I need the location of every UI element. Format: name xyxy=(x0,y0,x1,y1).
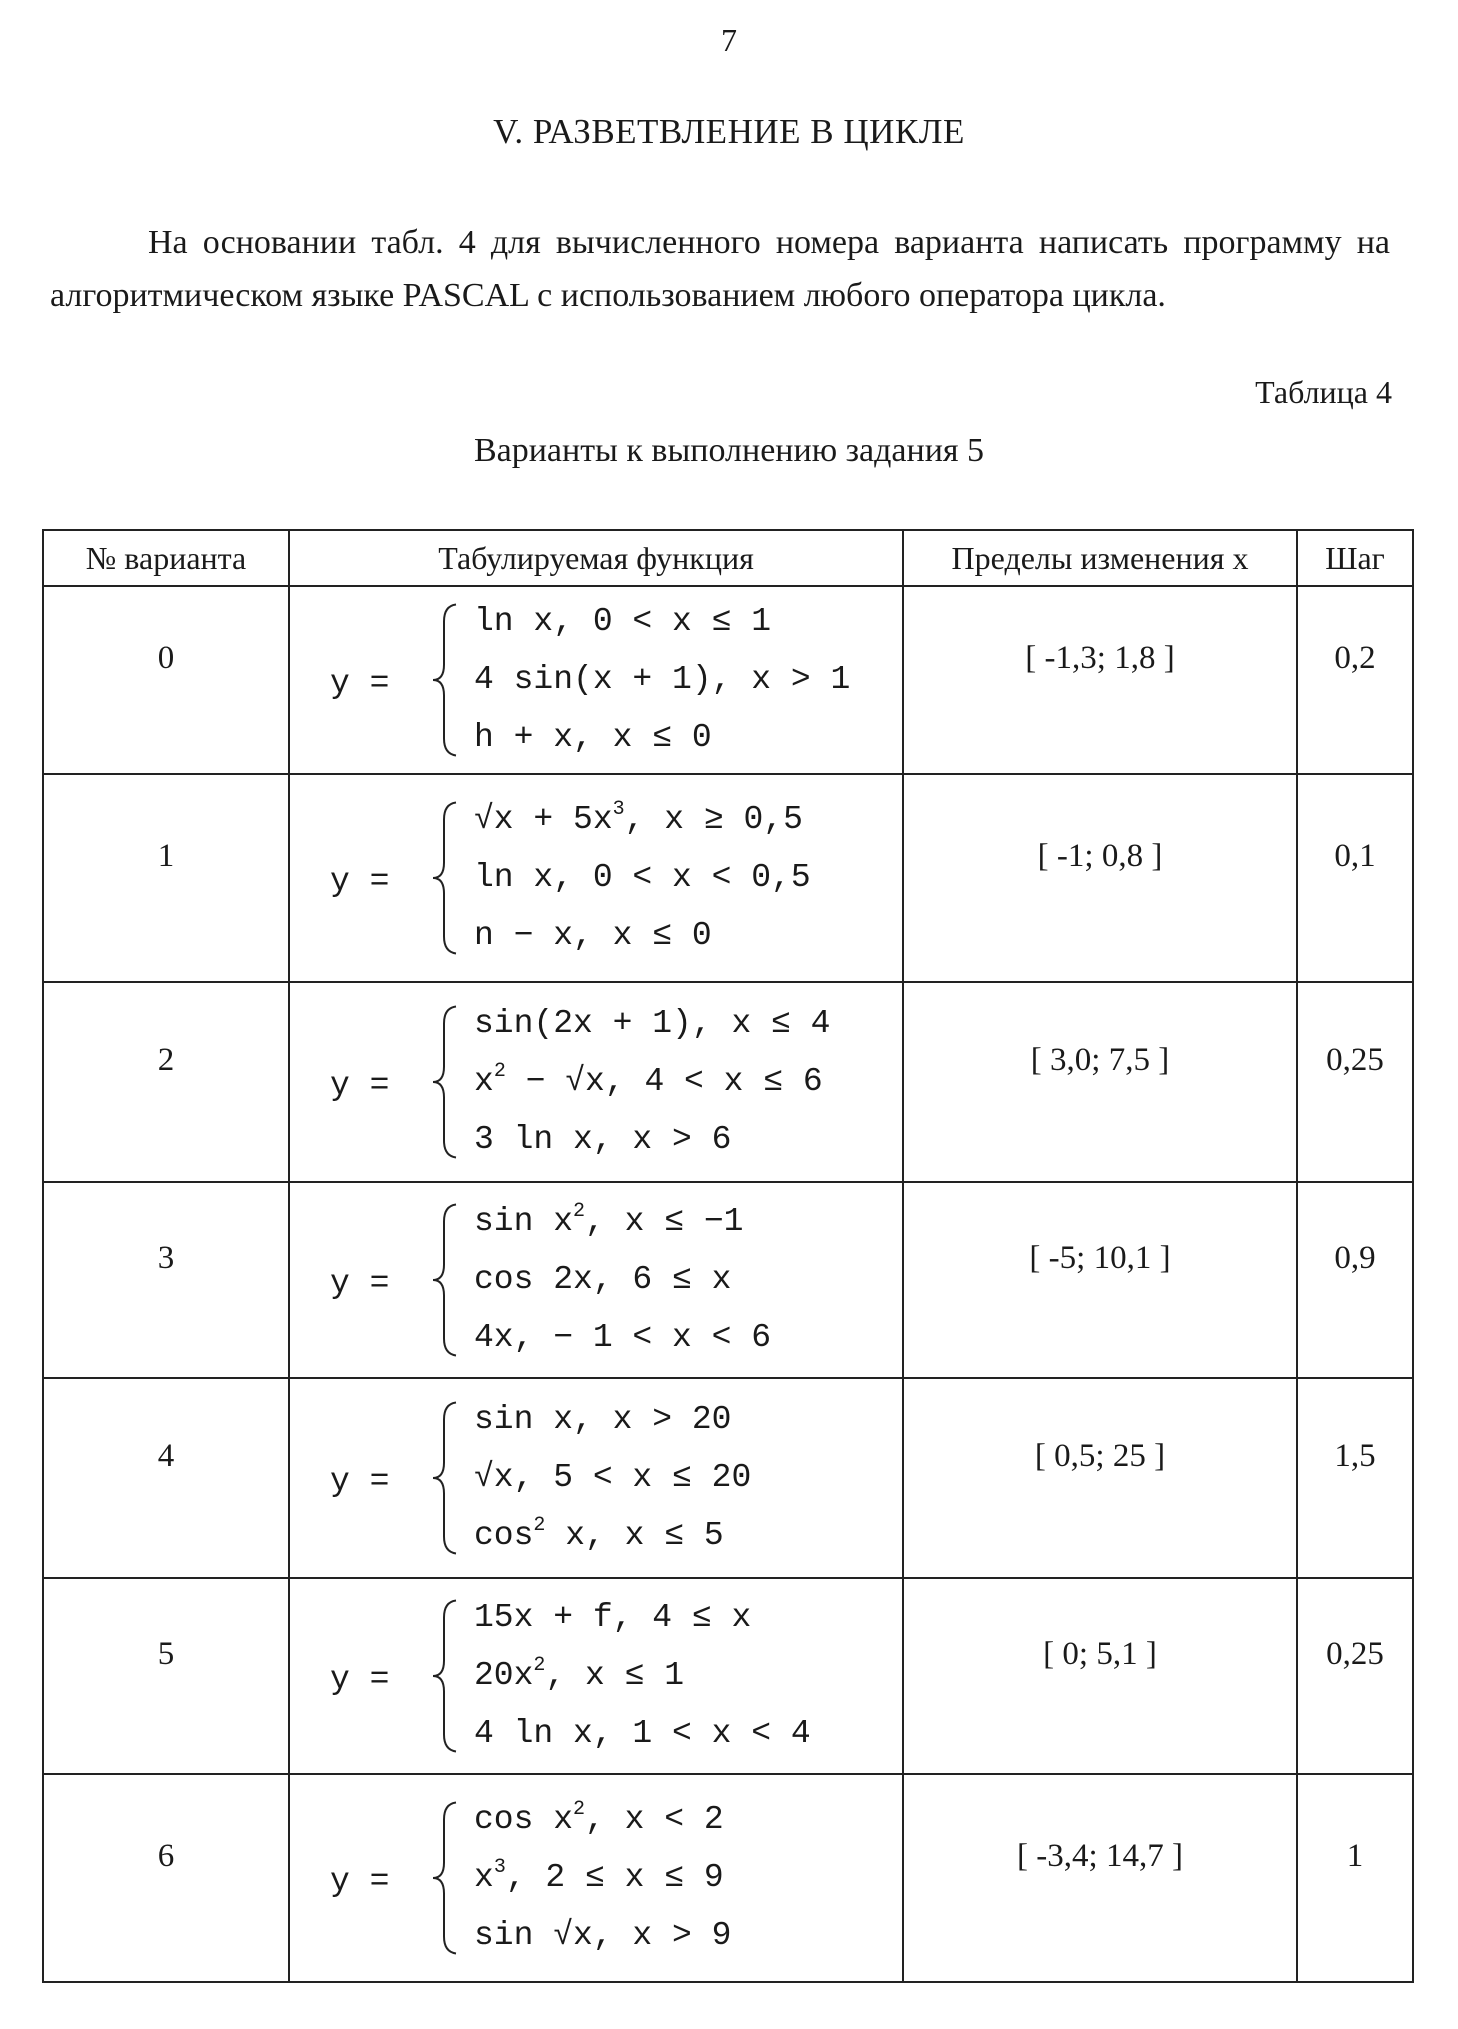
y-equals: y = xyxy=(330,1660,390,1698)
variant-number: 3 xyxy=(43,1182,289,1378)
variant-number: 5 xyxy=(43,1578,289,1774)
exponent: 2 xyxy=(533,1514,546,1537)
brace xyxy=(430,801,460,955)
function-cases xyxy=(474,791,811,965)
table-row xyxy=(43,982,1413,1182)
function-case: cos 2x, 6 ≤ x xyxy=(474,1261,732,1298)
function-case: $20x^2$, x ≤ 1 xyxy=(474,1654,685,1694)
x-limits: [ 0,5; 25 ] xyxy=(903,1378,1297,1578)
function-case: $\cos x^2$, x < 2 xyxy=(474,1798,724,1838)
x-limits: [ -1,3; 1,8 ] xyxy=(903,586,1297,774)
step-value: 1,5 xyxy=(1297,1378,1413,1578)
function-cell xyxy=(289,1774,903,1982)
brace xyxy=(430,1599,460,1753)
x-limits: [ -1; 0,8 ] xyxy=(903,774,1297,982)
function-case: ln x, 0 < x ≤ 1 xyxy=(474,603,772,640)
x-limits: [ 3,0; 7,5 ] xyxy=(903,982,1297,1182)
page-number: 7 xyxy=(721,22,737,58)
y-equals: y = xyxy=(330,1862,390,1900)
brace xyxy=(430,603,460,757)
header-limits: Пределы изменения x xyxy=(903,530,1297,586)
function-cell xyxy=(289,982,903,1182)
function-case: 4 sin(x + 1), x > 1 xyxy=(474,661,851,698)
brace xyxy=(430,1005,460,1159)
function-cell xyxy=(289,774,903,982)
brace-icon xyxy=(430,1599,460,1753)
variant-number: 6 xyxy=(43,1774,289,1982)
function-cases xyxy=(474,1193,771,1367)
function-cell xyxy=(289,1378,903,1578)
function-case: $\cos^2 x$, x ≤ 5 xyxy=(474,1514,724,1554)
function-case: 15x + f, 4 ≤ x xyxy=(474,1599,752,1636)
function-cell xyxy=(289,1182,903,1378)
variant-number: 1 xyxy=(43,774,289,982)
table-body xyxy=(43,586,1413,1982)
header-function: Табулируемая функция xyxy=(289,530,903,586)
function-cases xyxy=(474,1391,751,1565)
function-case: $√x + 5x^3$, x ≥ 0,5 xyxy=(474,798,803,838)
step-value: 0,1 xyxy=(1297,774,1413,982)
step-value: 0,9 xyxy=(1297,1182,1413,1378)
brace-icon xyxy=(430,1005,460,1159)
function-case: $x^3$, 2 ≤ x ≤ 9 xyxy=(474,1856,724,1896)
function-case: $\sin x^2$, x ≤ −1 xyxy=(474,1200,744,1240)
function-case: 4 ln x, 1 < x < 4 xyxy=(474,1715,811,1752)
x-limits: [ -3,4; 14,7 ] xyxy=(903,1774,1297,1982)
exponent: 2 xyxy=(573,1798,586,1821)
brace-icon xyxy=(430,603,460,757)
exponent: 2 xyxy=(573,1200,586,1223)
header-number: № варианта xyxy=(43,530,289,586)
function-case: $x^2 - √x$, 4 < x ≤ 6 xyxy=(474,1060,823,1100)
table-header-row xyxy=(43,530,1413,586)
step-value: 1 xyxy=(1297,1774,1413,1982)
function-cases xyxy=(474,995,830,1169)
brace-icon xyxy=(430,1401,460,1555)
brace-icon xyxy=(430,1203,460,1357)
function-case: 4x, − 1 < x < 6 xyxy=(474,1319,772,1356)
y-equals: y = xyxy=(330,1462,390,1500)
function-cases xyxy=(474,1791,731,1965)
table-row xyxy=(43,1578,1413,1774)
function-case: sin x, x > 20 xyxy=(474,1401,732,1438)
table-row xyxy=(43,1182,1413,1378)
table-row xyxy=(43,1378,1413,1578)
section-title: V. РАЗВЕТВЛЕНИЕ В ЦИКЛЕ xyxy=(493,112,965,151)
exponent: 2 xyxy=(493,1060,506,1083)
step-value: 0,2 xyxy=(1297,586,1413,774)
function-case: √x, 5 < x ≤ 20 xyxy=(474,1459,752,1496)
table-row xyxy=(43,774,1413,982)
function-cell xyxy=(289,586,903,774)
y-equals: y = xyxy=(330,664,390,702)
intro-paragraph: На основании табл. 4 для вычисленного номера варианта написать программу на алгоритмическом языке PASCAL с использованием любого оператора цикла. xyxy=(50,224,1390,314)
y-equals: y = xyxy=(330,1264,390,1302)
function-cases xyxy=(474,1589,811,1763)
table-caption: Варианты к выполнению задания 5 xyxy=(473,432,985,469)
x-limits: [ -5; 10,1 ] xyxy=(903,1182,1297,1378)
y-equals: y = xyxy=(330,862,390,900)
brace xyxy=(430,1801,460,1955)
step-value: 0,25 xyxy=(1297,1578,1413,1774)
header-step: Шаг xyxy=(1297,530,1413,586)
table-row xyxy=(43,586,1413,774)
function-case: h + x, x ≤ 0 xyxy=(474,719,712,756)
function-case: n − x, x ≤ 0 xyxy=(474,917,712,954)
x-limits: [ 0; 5,1 ] xyxy=(903,1578,1297,1774)
variant-number: 4 xyxy=(43,1378,289,1578)
function-case: 3 ln x, x > 6 xyxy=(474,1121,732,1158)
y-equals: y = xyxy=(330,1066,390,1104)
function-case: ln x, 0 < x < 0,5 xyxy=(474,859,811,896)
exponent: 3 xyxy=(493,1856,506,1879)
function-cases xyxy=(474,593,850,767)
exponent: 2 xyxy=(533,1654,546,1677)
table-label: Таблица 4 xyxy=(1255,374,1392,410)
brace xyxy=(430,1401,460,1555)
function-cell xyxy=(289,1578,903,1774)
function-case: sin(2x + 1), x ≤ 4 xyxy=(474,1005,831,1042)
brace-icon xyxy=(430,1801,460,1955)
table-row xyxy=(43,1774,1413,1982)
brace-icon xyxy=(430,801,460,955)
step-value: 0,25 xyxy=(1297,982,1413,1182)
variants-table xyxy=(42,529,1414,1983)
variant-number: 2 xyxy=(43,982,289,1182)
function-case: sin √x, x > 9 xyxy=(474,1917,732,1954)
variant-number: 0 xyxy=(43,586,289,774)
exponent: 3 xyxy=(612,798,625,821)
brace xyxy=(430,1203,460,1357)
